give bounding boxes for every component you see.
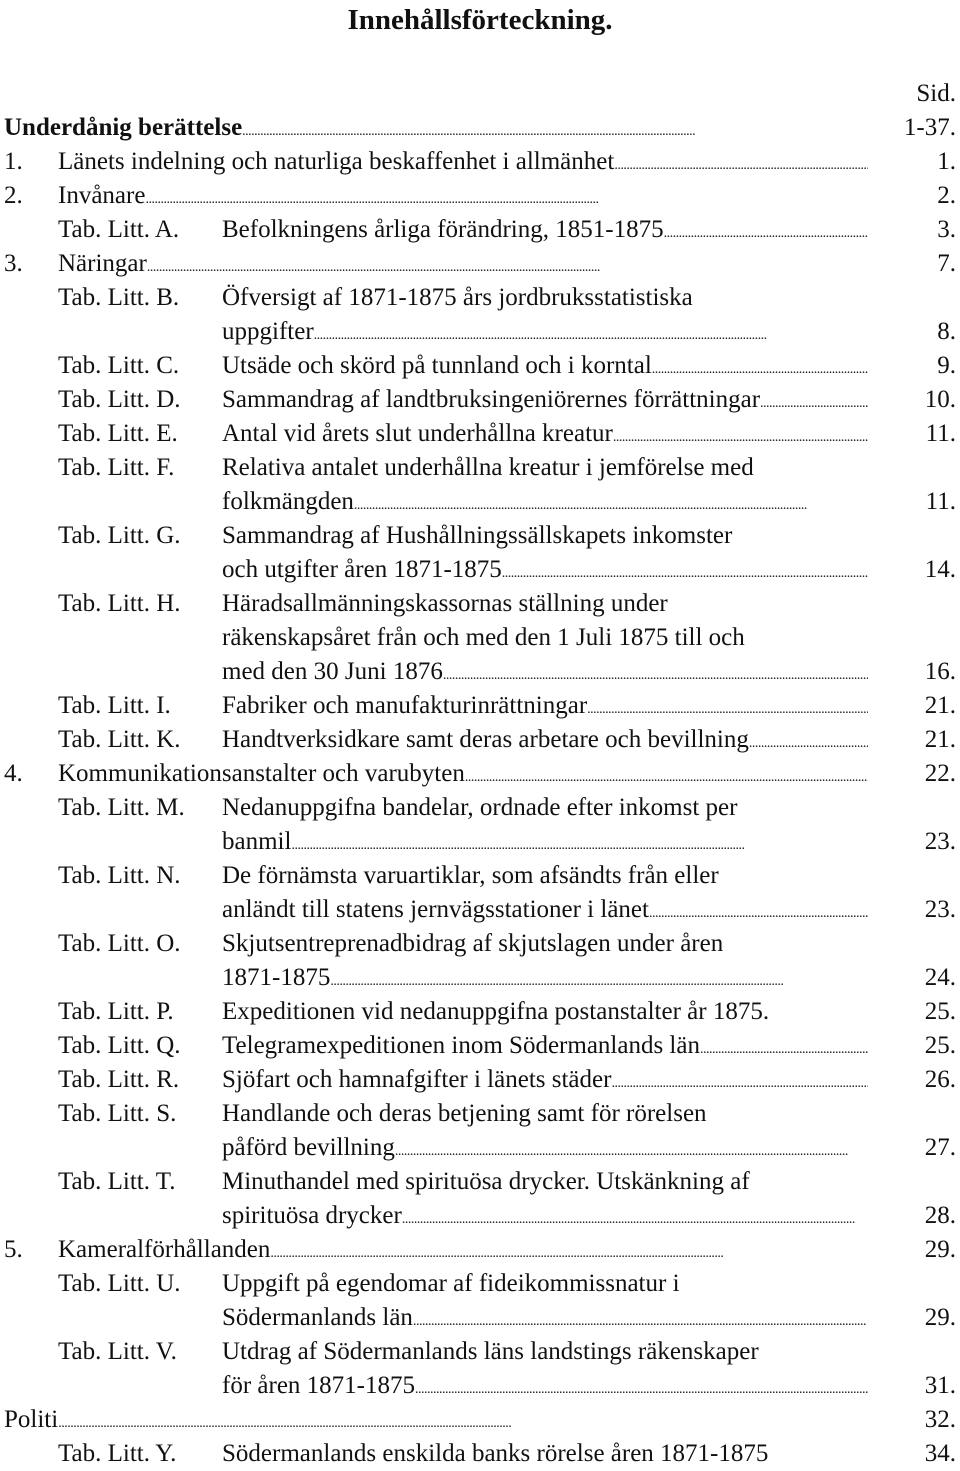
table-label: Tab. Litt. M. [58,794,185,821]
dot-leader [314,315,868,353]
toc-line [0,1267,960,1301]
toc-line [0,111,960,145]
entry-title: Relativa antalet underhållna kreatur i jemförelse med [222,454,754,481]
page-number: 26. [924,1066,956,1093]
toc-line [0,587,960,621]
entry-title: Nedanuppgifna bandelar, ordnade efter inkomst per [222,794,738,821]
toc-entry [0,587,960,689]
toc-line [0,349,960,383]
dot-leader [613,417,868,455]
entry-text [222,1029,868,1067]
entry-text [222,689,868,727]
toc-entry [0,417,960,451]
table-label: Tab. Litt. O. [58,930,181,957]
page-number: 8. [937,318,956,345]
table-label: Tab. Litt. G. [58,522,181,549]
entry-text [4,111,868,149]
entry-number: 5. [4,1236,23,1263]
entry-title: Kommunikationsanstalter och varubyten [58,760,465,787]
dot-leader [587,689,868,727]
toc-entry [0,1029,960,1063]
table-label: Tab. Litt. I. [58,692,171,719]
toc-line [0,485,960,519]
dot-leader [354,485,868,523]
page-number: 23. [924,828,956,855]
entry-title: Expeditionen vid nedanuppgifna postanstalter år 1875. [222,998,770,1025]
entry-title: Öfversigt af 1871-1875 års jordbruksstatistiska [222,284,693,311]
page-number: 21. [924,726,956,753]
entry-text [222,281,868,315]
entry-text [222,383,868,421]
entry-text [222,621,868,655]
entry-text [4,1403,868,1441]
entry-title: spirituösa drycker [222,1202,402,1229]
page-number: 1. [937,148,956,175]
page-number: 16. [924,658,956,685]
table-label: Tab. Litt. H. [58,590,181,617]
entry-text [222,1165,868,1199]
dot-leader [611,1063,868,1101]
entry-title: Södermanlands län [222,1304,413,1331]
page-number: 14. [924,556,956,583]
entry-number: 1. [4,148,23,175]
table-label: Tab. Litt. T. [58,1168,176,1195]
entry-title: 1871-1875 [222,964,331,991]
toc-line [0,1063,960,1097]
table-label: Tab. Litt. R. [58,1066,180,1093]
page-number: 2. [937,182,956,209]
entry-title: Antal vid årets slut underhållna kreatur [222,420,613,447]
toc-line [0,1335,960,1369]
table-label: Tab. Litt. S. [58,1100,177,1127]
entry-text [222,485,868,523]
toc-line [0,1301,960,1335]
toc-line [0,179,960,213]
entry-title: Södermanlands enskilda banks rörelse åren 1871-1875 [222,1440,769,1467]
page-number: 31. [924,1372,956,1399]
toc-line [0,723,960,757]
page-number: 9. [937,352,956,379]
toc-entry [0,1063,960,1097]
table-label: Tab. Litt. C. [58,352,180,379]
entry-title: påförd bevillning [222,1134,395,1161]
toc-entry [0,213,960,247]
entry-title: uppgifter [222,318,314,345]
dot-leader [402,1199,868,1237]
table-label: Tab. Litt. U. [58,1270,181,1297]
toc-line [0,1233,960,1267]
table-of-contents [0,111,960,1471]
table-label: Tab. Litt. Y. [58,1440,177,1467]
page-number: 10. [924,386,956,413]
table-label: Tab. Litt. N. [58,862,181,889]
toc-entry [0,111,960,145]
entry-title: Politi [4,1406,59,1433]
toc-line [0,1097,960,1131]
page-title: Innehållsförteckning. [347,4,613,36]
entry-text [222,1063,868,1101]
entry-title: Telegramexpeditionen inom Södermanlands län [222,1032,700,1059]
page-number: 32. [924,1406,956,1433]
entry-text [222,315,868,353]
page-number: 21. [924,692,956,719]
toc-line [0,315,960,349]
toc-line [0,1403,960,1437]
entry-text [222,961,868,999]
entry-title: för åren 1871-1875 [222,1372,415,1399]
toc-line [0,961,960,995]
toc-line [0,1029,960,1063]
toc-line [0,383,960,417]
dot-leader [664,213,868,251]
entry-title: Invånare [58,182,146,209]
entry-text [222,655,868,693]
entry-title: och utgifter åren 1871-1875 [222,556,502,583]
table-label: Tab. Litt. B. [58,284,180,311]
entry-text [222,1369,868,1407]
table-label: Tab. Litt. F. [58,454,175,481]
dot-leader [443,655,868,693]
entry-title: Utsäde och skörd på tunnland och i korntal [222,352,652,379]
entry-title: Uppgift på egendomar af fideikommissnatur i [222,1270,680,1297]
page-number: 25. [924,1032,956,1059]
entry-text [222,893,868,931]
entry-number: 4. [4,760,23,787]
entry-text [222,519,868,553]
entry-number: 3. [4,250,23,277]
entry-title: anländt till statens jernvägsstationer i länet [222,896,649,923]
page-number: 27. [924,1134,956,1161]
page-number: 11. [925,488,956,515]
toc-line [0,417,960,451]
toc-entry [0,383,960,417]
entry-title: banmil [222,828,292,855]
toc-line [0,281,960,315]
entry-title: Skjutsentreprenadbidrag af skjutslagen under åren [222,930,724,957]
entry-text [222,825,868,863]
entry-text [58,145,868,183]
toc-entry [0,1335,960,1403]
entry-text [222,723,868,761]
page-column-header: Sid. [916,80,956,107]
entry-text [222,1199,868,1237]
entry-title: Kameralförhållanden [58,1236,271,1263]
entry-title: Fabriker och manufakturinrättningar [222,692,588,719]
entry-title: Näringar [58,250,147,277]
table-label: Tab. Litt. A. [58,216,180,243]
toc-entry [0,995,960,1029]
entry-title: De förnämsta varuartiklar, som afsändts från eller [222,862,719,889]
toc-line [0,553,960,587]
toc-line [0,893,960,927]
toc-entry [0,247,960,281]
entry-text [222,1097,868,1131]
toc-line [0,995,960,1029]
dot-leader [270,1233,868,1271]
entry-text [222,1301,868,1339]
page-number: 29. [924,1304,956,1331]
dot-leader [502,553,868,591]
toc-entry [0,859,960,927]
toc-entry [0,1233,960,1267]
toc-entry [0,1403,960,1437]
page-number: 25. [924,998,956,1025]
toc-entry [0,519,960,587]
table-label: Tab. Litt. Q. [58,1032,181,1059]
toc-line [0,791,960,825]
toc-entry [0,927,960,995]
toc-entry [0,723,960,757]
entry-text [222,451,868,485]
toc-entry [0,1437,960,1471]
entry-text [222,859,868,893]
toc-line [0,247,960,281]
dot-leader [749,723,868,761]
dot-leader [242,111,868,149]
entry-title: Underdånig berättelse [4,114,243,141]
table-label: Tab. Litt. P. [58,998,174,1025]
table-label: Tab. Litt. K. [58,726,181,753]
dot-leader [415,1369,868,1407]
entry-text [58,1233,868,1271]
dot-leader [147,247,868,285]
toc-line [0,621,960,655]
page-number: 22. [924,760,956,787]
entry-text [222,1437,868,1471]
entry-text [222,213,868,251]
entry-title: Häradsallmänningskassornas ställning under [222,590,668,617]
entry-text [58,247,868,285]
toc-line [0,689,960,723]
entry-text [222,417,868,455]
table-label: Tab. Litt. E. [58,420,178,447]
toc-entry [0,757,960,791]
entry-text [222,1335,868,1369]
page-number: 1-37. [903,114,956,141]
toc-entry [0,1097,960,1165]
entry-title: räkenskapsåret från och med den 1 Juli 1875 till och [222,624,745,651]
toc-entry [0,791,960,859]
entry-number: 2. [4,182,23,209]
dot-leader [614,145,868,183]
entry-title: med den 30 Juni 1876 [222,658,443,685]
toc-entry [0,281,960,349]
dot-leader [413,1301,868,1339]
entry-text [222,1267,868,1301]
toc-entry [0,451,960,519]
entry-text [222,995,868,1029]
toc-line [0,519,960,553]
toc-entry [0,349,960,383]
toc-line [0,859,960,893]
entry-text [222,349,868,387]
entry-text [58,757,868,795]
toc-line [0,1131,960,1165]
toc-line [0,825,960,859]
table-label: Tab. Litt. D. [58,386,181,413]
entry-text [222,1131,868,1169]
entry-text [222,927,868,961]
dot-leader [145,179,868,217]
entry-title: Handtverksidkare samt deras arbetare och bevillning [222,726,749,753]
toc-line [0,1369,960,1403]
entry-text [58,179,868,217]
dot-leader [700,1029,868,1067]
page-number: 23. [924,896,956,923]
dot-leader [652,349,868,387]
entry-title: Utdrag af Södermanlands läns landstings räkenskaper [222,1338,759,1365]
page-number: 7. [937,250,956,277]
entry-title: Sammandrag af Hushållningssällskapets inkomster [222,522,733,549]
entry-title: folkmängden [222,488,354,515]
toc-line [0,451,960,485]
entry-title: Sammandrag af landtbruksingeniörernes förrättningar [222,386,761,413]
toc-line [0,1437,960,1471]
dot-leader [291,825,868,863]
toc-entry [0,1165,960,1233]
page-number: 28. [924,1202,956,1229]
toc-entry [0,145,960,179]
entry-title: Minuthandel med spirituösa drycker. Utskänkning af [222,1168,750,1195]
dot-leader [395,1131,868,1169]
dot-leader [330,961,868,999]
entry-title: Befolkningens årliga förändring, 1851-1875 [222,216,664,243]
toc-line [0,927,960,961]
toc-line [0,757,960,791]
toc-line [0,145,960,179]
page-number: 29. [924,1236,956,1263]
entry-title: Länets indelning och naturliga beskaffenhet i allmänhet [58,148,615,175]
dot-leader [465,757,868,795]
dot-leader [58,1403,868,1441]
page-number: 11. [925,420,956,447]
toc-line [0,655,960,689]
toc-entry [0,1267,960,1335]
entry-text [222,553,868,591]
dot-leader [760,383,868,421]
toc-line [0,1199,960,1233]
dot-leader [649,893,868,931]
page-number: 34. [924,1440,956,1467]
entry-title: Sjöfart och hamnafgifter i länets städer [222,1066,612,1093]
page-number: 24. [924,964,956,991]
toc-line [0,213,960,247]
entry-text [222,587,868,621]
page-number: 3. [937,216,956,243]
entry-title: Handlande och deras betjening samt för rörelsen [222,1100,707,1127]
toc-entry [0,689,960,723]
entry-text [222,791,868,825]
table-label: Tab. Litt. V. [58,1338,177,1365]
toc-line [0,1165,960,1199]
toc-entry [0,179,960,213]
